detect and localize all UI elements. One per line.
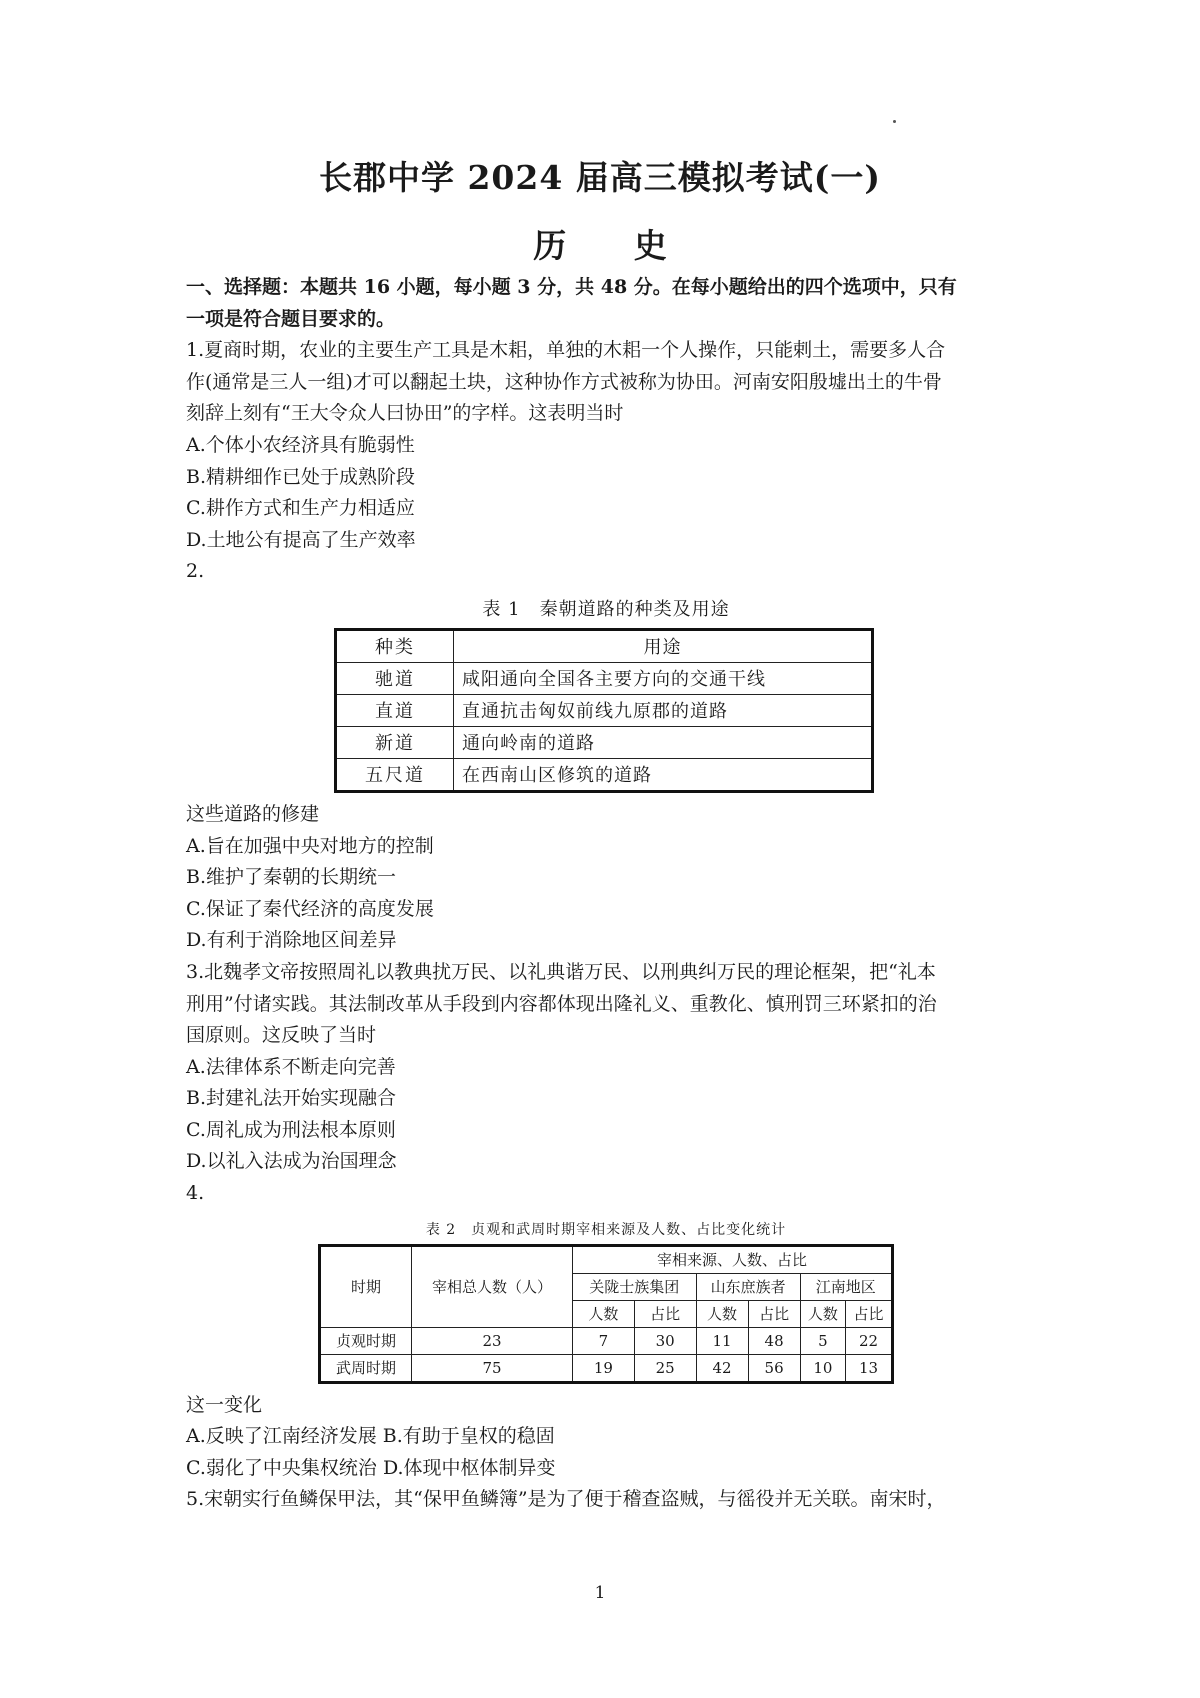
- table-header-cell: 人数: [800, 1300, 846, 1327]
- question-stem-line: 刑用”付诸实践。其法制改革从手段到内容都体现出隆礼义、重教化、慎刑罚三环紧扣的治: [186, 992, 937, 1015]
- section-instructions-line: 一、选择题：本题共 16 小题，每小题 3 分，共 48 分。在每小题给出的四个选项中，只有: [186, 276, 957, 298]
- table-cell: 56: [748, 1354, 800, 1382]
- table-cell: 驰道: [336, 662, 454, 694]
- subject-title: 历 史: [533, 226, 695, 265]
- table-cell: 22: [846, 1327, 893, 1354]
- scan-speck: [893, 120, 896, 123]
- option-b: B.维护了秦朝的长期统一: [186, 866, 397, 889]
- table-cell: 48: [748, 1327, 800, 1354]
- table-row: [320, 1354, 893, 1382]
- option-d: D.有利于消除地区间差异: [186, 929, 397, 952]
- table-cell: 42: [696, 1354, 748, 1382]
- table-header-cell: 占比: [846, 1300, 893, 1327]
- table-cell: 25: [634, 1354, 696, 1382]
- question-stem-line: 刻辞上刻有“王大令众人曰协田”的字样。这表明当时: [186, 402, 624, 425]
- table-2-figure: [186, 1220, 1026, 1384]
- table-row: [320, 1327, 893, 1354]
- table-cell: 11: [696, 1327, 748, 1354]
- qin-roads-table: [334, 628, 874, 793]
- question-stem-line: 5.宋朝实行鱼鳞保甲法，其“保甲鱼鳞簿”是为了便于稽查盗贼，与徭役并无关联。南宋时，: [186, 1488, 946, 1511]
- page-number: 1: [594, 1583, 606, 1603]
- table-header-cell: 宰相总人数（人）: [412, 1245, 573, 1327]
- option-d: D.土地公有提高了生产效率: [186, 528, 416, 551]
- question-stem-line: 这些道路的修建: [186, 802, 320, 825]
- table-header-cell: 人数: [696, 1300, 748, 1327]
- table-row: [336, 694, 873, 726]
- question-3: [186, 957, 1026, 1178]
- table-header-cell: 宰相来源、人数、占比: [573, 1245, 893, 1273]
- option-a: A.法律体系不断走向完善: [186, 1055, 396, 1078]
- table-header-cell: 人数: [573, 1300, 635, 1327]
- table-header-cell: 山东庶族者: [696, 1273, 800, 1300]
- option-c: C.周礼成为刑法根本原则: [186, 1118, 396, 1141]
- question-stem-line: 这一变化: [186, 1393, 263, 1416]
- exam-content: [186, 272, 1026, 1516]
- table-cell: 10: [800, 1354, 846, 1382]
- table-cell: 新道: [336, 726, 454, 758]
- question-number: 2.: [186, 560, 205, 583]
- option-d: D.以礼入法成为治国理念: [186, 1150, 397, 1173]
- table-cell: 在西南山区修筑的道路: [454, 758, 873, 791]
- table-cell: 武周时期: [320, 1354, 412, 1382]
- table-cell: 75: [412, 1354, 573, 1382]
- option-a: A.旨在加强中央对地方的控制: [186, 834, 434, 857]
- table-header-cell: 用途: [454, 629, 873, 662]
- option-b: B.精耕细作已处于成熟阶段: [186, 465, 416, 488]
- question-stem-line: 1.夏商时期，农业的主要生产工具是木耜，单独的木耜一个人操作，只能剌土，需要多人合: [186, 339, 946, 362]
- question-4: [186, 1178, 1026, 1484]
- question-1: [186, 335, 1026, 556]
- table-caption: 表 1 秦朝道路的种类及用途: [482, 598, 730, 620]
- option-a: A.个体小农经济具有脆弱性: [186, 433, 415, 456]
- table-header-cell: 占比: [634, 1300, 696, 1327]
- table-cell: 直通抗击匈奴前线九原郡的道路: [454, 694, 873, 726]
- chancellor-sources-table: [318, 1244, 894, 1384]
- table-header-row: [336, 629, 873, 662]
- table-header-cell: 种类: [336, 629, 454, 662]
- table-cell: 7: [573, 1327, 635, 1354]
- question-stem-line: 3.北魏孝文帝按照周礼以教典扰万民、以礼典谐万民、以刑典纠万民的理论框架，把“礼本: [186, 960, 936, 983]
- table-header-cell: 占比: [748, 1300, 800, 1327]
- table-header-cell: 关陇士族集团: [573, 1273, 697, 1300]
- option-b: B.封建礼法开始实现融合: [186, 1087, 397, 1110]
- table-row: [336, 662, 873, 694]
- table-caption: 表 2 贞观和武周时期宰相来源及人数、占比变化统计: [425, 1221, 787, 1238]
- table-cell: 通向岭南的道路: [454, 726, 873, 758]
- question-number: 4.: [186, 1182, 205, 1205]
- table-cell: 23: [412, 1327, 573, 1354]
- table-row: [336, 758, 873, 791]
- table-cell: 19: [573, 1354, 635, 1382]
- question-2: [186, 556, 1026, 957]
- table-header-row: [320, 1245, 893, 1273]
- question-5: [186, 1484, 1026, 1516]
- table-row: [336, 726, 873, 758]
- section-instructions-line: 一项是符合题目要求的。: [186, 307, 396, 330]
- table-cell: 贞观时期: [320, 1327, 412, 1354]
- option-c: C.保证了秦代经济的高度发展: [186, 897, 434, 920]
- table-cell: 直道: [336, 694, 454, 726]
- table-cell: 30: [634, 1327, 696, 1354]
- table-cell: 5: [800, 1327, 846, 1354]
- table-header-cell: 江南地区: [800, 1273, 892, 1300]
- options-line: A.反映了江南经济发展 B.有助于皇权的稳固: [186, 1425, 555, 1448]
- table-cell: 咸阳通向全国各主要方向的交通干线: [454, 662, 873, 694]
- table-1-figure: [186, 598, 1026, 793]
- table-cell: 13: [846, 1354, 893, 1382]
- option-c: C.耕作方式和生产力相适应: [186, 497, 415, 520]
- table-cell: 五尺道: [336, 758, 454, 791]
- table-header-cell: 时期: [320, 1245, 412, 1327]
- question-stem-line: 作(通常是三人一组)才可以翻起土块，这种协作方式被称为协田。河南安阳殷墟出土的牛骨: [186, 370, 942, 393]
- exam-title: 长郡中学 2024 届高三模拟考试(一): [318, 158, 882, 197]
- question-stem-line: 国原则。这反映了当时: [186, 1024, 377, 1047]
- options-line: C.弱化了中央集权统治 D.体现中枢体制异变: [186, 1456, 556, 1479]
